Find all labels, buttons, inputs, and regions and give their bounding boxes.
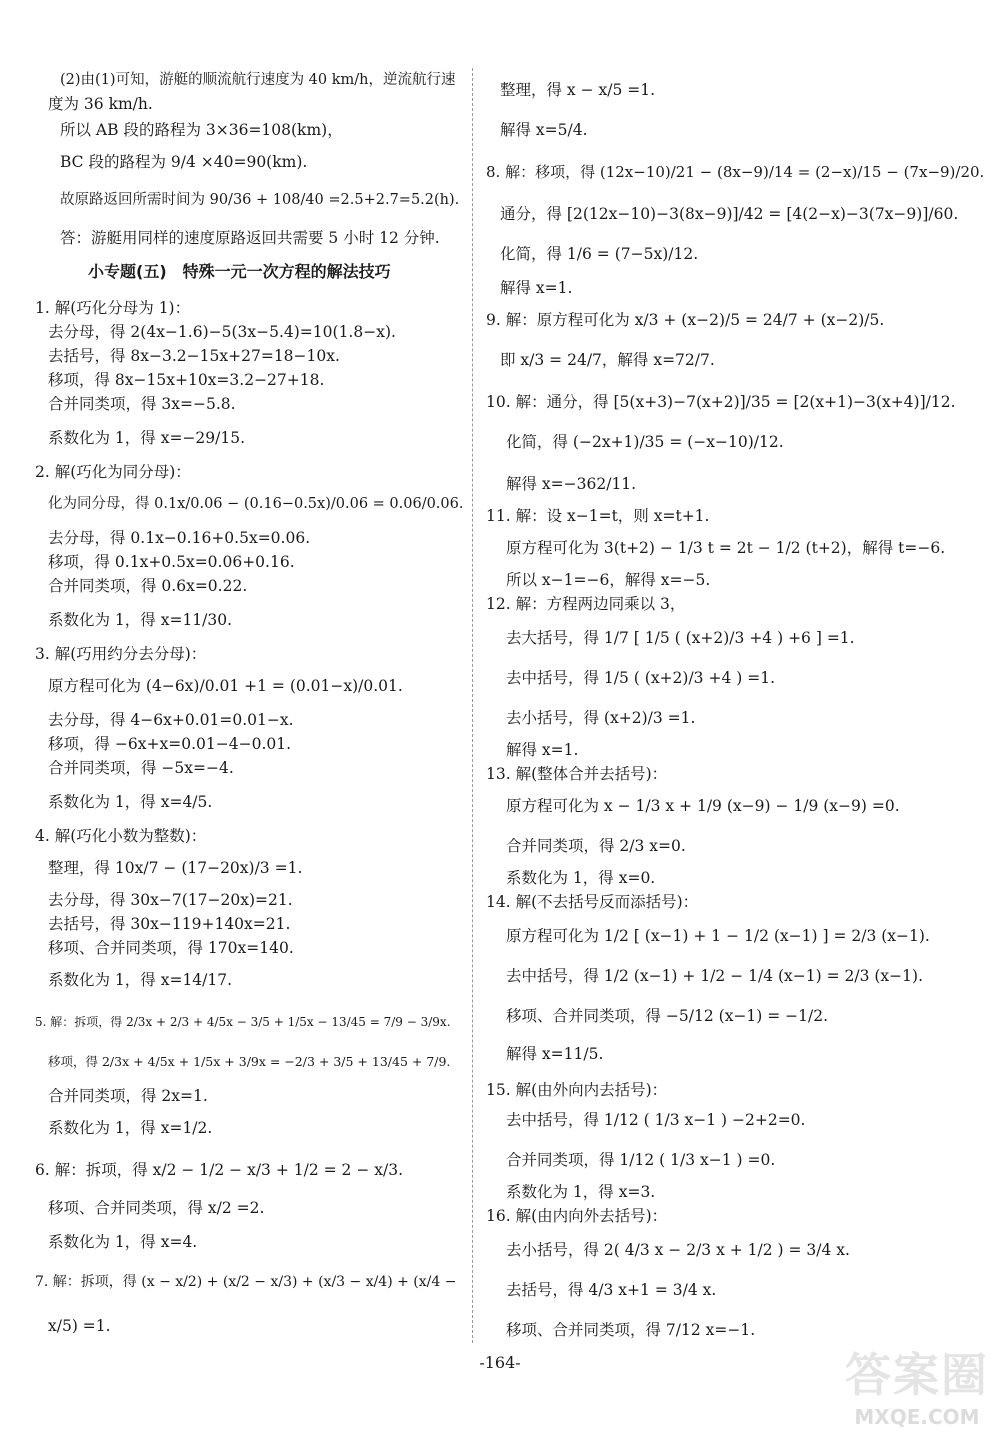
text-line: 化简，得 (−2x+1)/35 = (−x−10)/12. — [506, 433, 784, 451]
problem-heading: 4. 解(巧化小数为整数)： — [35, 827, 207, 845]
text-line: 去中括号，得 1/5 ( (x+2)/3 +4 ) =1. — [506, 669, 775, 687]
problem-heading: 1. 解(巧化分母为 1)： — [35, 299, 191, 317]
text-line: 系数化为 1，得 x=14/17. — [48, 971, 233, 989]
text-line: 化简，得 1/6 = (7−5x)/12. — [500, 245, 699, 263]
text-line: (2)由(1)可知，游艇的顺流航行速度为 40 km/h，逆流航行速 — [60, 72, 456, 88]
text-line: 去分母，得 4−6x+0.01=0.01−x. — [48, 711, 294, 729]
text-line: 去小括号，得 2( 4/3 x − 2/3 x + 1/2 ) = 3/4 x. — [506, 1241, 850, 1259]
text-line: 所以 x−1=−6，解得 x=−5. — [506, 571, 711, 589]
text-line: 移项，得 −6x+x=0.01−4−0.01. — [48, 735, 292, 753]
text-line: 去中括号，得 1/2 (x−1) + 1/2 − 1/4 (x−1) = 2/3 (x−1). — [506, 967, 923, 985]
text-line: 解得 x=11/5. — [506, 1045, 604, 1063]
watermark-main-text: 答案圈 — [845, 1348, 989, 1402]
problem-heading: 5. 解：拆项，得 2/3x + 2/3 + 4/5x − 3/5 + 1/5x − 13/45 = 7/9 − 3/9x. — [35, 1015, 451, 1029]
text-line: 解得 x=−362/11. — [506, 475, 637, 493]
text-line: 系数化为 1，得 x=−29/15. — [48, 429, 246, 447]
text-line: 移项、合并同类项，得 −5/12 (x−1) = −1/2. — [506, 1007, 829, 1025]
text-line: 去括号，得 8x−3.2−15x+27=18−10x. — [48, 347, 340, 365]
text-line: 度为 36 km/h. — [48, 95, 153, 113]
text-line: 原方程可化为 3(t+2) − 1/3 t = 2t − 1/2 (t+2)，解得 t=−6. — [506, 539, 946, 557]
text-line: 答：游艇用同样的速度原路返回共需要 5 小时 12 分钟. — [60, 229, 440, 247]
problem-heading: 6. 解：拆项，得 x/2 − 1/2 − x/3 + 1/2 = 2 − x/3. — [35, 1161, 404, 1179]
text-line: 去大括号，得 1/7 [ 1/5 ( (x+2)/3 +4 ) +6 ] =1. — [506, 629, 855, 647]
text-line: 去分母，得 30x−7(17−20x)=21. — [48, 891, 293, 909]
text-line: 合并同类项，得 1/12 ( 1/3 x−1 ) =0. — [506, 1151, 776, 1169]
problem-heading: 10. 解：通分，得 [5(x+3)−7(x+2)]/35 = [2(x+1)−3(x+4)]/12. — [486, 393, 956, 411]
text-line: 移项，得 2/3x + 4/5x + 1/5x + 3/9x = −2/3 + 3/5 + 13/45 + 7/9. — [48, 1054, 451, 1069]
text-line: 移项、合并同类项，得 x/2 =2. — [48, 1199, 265, 1217]
text-line: 去中括号，得 1/12 ( 1/3 x−1 ) −2+2=0. — [506, 1111, 806, 1129]
text-line: 故原路返回所需时间为 90/36 + 108/40 =2.5+2.7=5.2(h). — [60, 192, 460, 208]
text-line: 系数化为 1，得 x=1/2. — [48, 1119, 213, 1137]
text-line: 原方程可化为 x − 1/3 x + 1/9 (x−9) − 1/9 (x−9) =0. — [506, 797, 900, 815]
problem-heading: 12. 解：方程两边同乘以 3， — [486, 595, 686, 613]
text-line: 化为同分母，得 0.1x/0.06 − (0.16−0.5x)/0.06 = 0.06/0.06. — [48, 496, 464, 512]
text-line: 移项，得 0.1x+0.5x=0.06+0.16. — [48, 553, 295, 571]
text-line: 去括号，得 4/3 x+1 = 3/4 x. — [506, 1281, 717, 1299]
problem-heading: 2. 解(巧化为同分母)： — [35, 463, 191, 481]
watermark-logo — [842, 1339, 992, 1429]
text-line: 合并同类项，得 −5x=−4. — [48, 759, 234, 777]
section-heading: 小专题(五) 特殊一元一次方程的解法技巧 — [88, 262, 391, 281]
problem-heading: 9. 解：原方程可化为 x/3 + (x−2)/5 = 24/7 + (x−2)/5. — [486, 311, 885, 329]
text-line: 合并同类项，得 3x=−5.8. — [48, 395, 236, 413]
text-line: 去小括号，得 (x+2)/3 =1. — [506, 709, 696, 727]
text-line: x/5) =1. — [48, 1317, 111, 1335]
text-line: 移项，得 8x−15x+10x=3.2−27+18. — [48, 371, 325, 389]
text-line: 通分，得 [2(12x−10)−3(8x−9)]/42 = [4(2−x)−3(7x−9)]/60. — [500, 205, 959, 223]
page-number: -164- — [479, 1353, 521, 1372]
text-line: 解得 x=1. — [500, 279, 573, 297]
problem-heading: 11. 解：设 x−1=t，则 x=t+1. — [486, 507, 710, 525]
text-line: 去括号，得 30x−119+140x=21. — [48, 915, 291, 933]
text-line: 系数化为 1，得 x=11/30. — [48, 611, 233, 629]
problem-heading: 15. 解(由外向内去括号)： — [486, 1081, 668, 1099]
text-line: 去分母，得 2(4x−1.6)−5(3x−5.4)=10(1.8−x). — [48, 323, 396, 341]
text-line: 所以 AB 段的路程为 3×36=108(km)， — [60, 121, 343, 139]
text-line: 整理，得 x − x/5 =1. — [500, 81, 656, 99]
text-line: 系数化为 1，得 x=0. — [506, 869, 656, 887]
text-line: 系数化为 1，得 x=3. — [506, 1183, 656, 1201]
text-line: 原方程可化为 (4−6x)/0.01 +1 = (0.01−x)/0.01. — [48, 677, 403, 695]
text-line: 解得 x=1. — [506, 741, 579, 759]
text-line: 即 x/3 = 24/7，解得 x=72/7. — [500, 351, 715, 369]
problem-heading: 7. 解：拆项，得 (x − x/2) + (x/2 − x/3) + (x/3 − x/4) + (x/4 − — [35, 1274, 457, 1290]
text-line: 移项、合并同类项，得 170x=140. — [48, 939, 294, 957]
watermark-domain-text: MXQE.COM — [854, 1405, 980, 1429]
text-line: 原方程可化为 1/2 [ (x−1) + 1 − 1/2 (x−1) ] = 2/3 (x−1). — [506, 927, 930, 945]
text-line: 系数化为 1，得 x=4/5. — [48, 793, 213, 811]
problem-heading: 3. 解(巧用约分去分母)： — [35, 645, 207, 663]
problem-heading: 14. 解(不去括号反而添括号)： — [486, 893, 699, 911]
text-line: 去分母，得 0.1x−0.16+0.5x=0.06. — [48, 529, 311, 547]
text-line: 合并同类项，得 0.6x=0.22. — [48, 577, 248, 595]
text-line: 合并同类项，得 2x=1. — [48, 1087, 208, 1105]
text-line: 解得 x=5/4. — [500, 121, 588, 139]
text-line: BC 段的路程为 9/4 ×40=90(km). — [60, 153, 308, 171]
text-line: 整理，得 10x/7 − (17−20x)/3 =1. — [48, 859, 303, 877]
problem-heading: 16. 解(由内向外去括号)： — [486, 1207, 668, 1225]
text-line: 合并同类项，得 2/3 x=0. — [506, 837, 686, 855]
column-divider — [472, 68, 473, 1343]
text-line: 系数化为 1，得 x=4. — [48, 1233, 198, 1251]
text-line: 移项、合并同类项，得 7/12 x=−1. — [506, 1321, 756, 1339]
problem-heading: 13. 解(整体合并去括号)： — [486, 765, 668, 783]
problem-heading: 8. 解：移项，得 (12x−10)/21 − (8x−9)/14 = (2−x)/15 − (7x−9)/20. — [486, 163, 985, 181]
